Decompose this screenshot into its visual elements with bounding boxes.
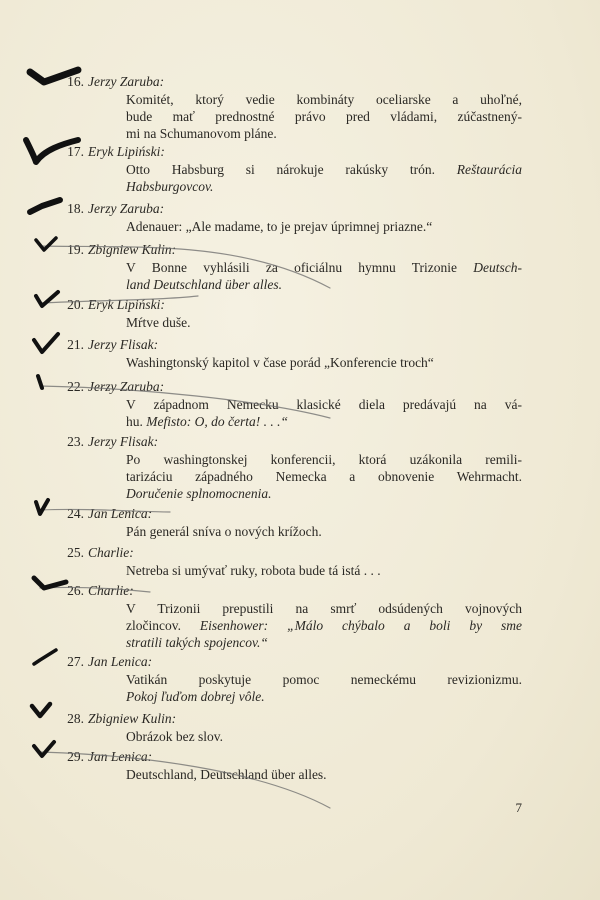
caption-heading [60, 545, 134, 561]
caption-line [126, 276, 522, 293]
text: zločincov. [126, 618, 200, 633]
caption-line [126, 91, 522, 108]
caption-heading [60, 434, 158, 450]
caption-heading [60, 583, 134, 599]
caption-heading [60, 297, 165, 313]
italic-text: land Deutschland über alles. [126, 277, 282, 292]
caption-number: 18. [67, 201, 84, 216]
caption-number: 24. [67, 506, 84, 521]
caption-author: Zbigniew Kulin: [88, 242, 177, 257]
caption-text [126, 259, 522, 293]
caption-number: 21. [67, 337, 84, 352]
text: Mŕtve duše. [126, 315, 191, 330]
caption-line [126, 523, 522, 540]
caption-line [126, 634, 522, 651]
caption-heading [60, 749, 152, 765]
caption-text [126, 766, 522, 783]
check-mark-19 [36, 238, 56, 250]
caption-heading [60, 379, 164, 395]
caption-heading [60, 242, 176, 258]
text: V západnom Nemecku klasické diela predávajú na vá- [126, 397, 522, 412]
italic-text: Mefisto: O, do čerta! . . .“ [146, 414, 288, 429]
caption-line [126, 413, 522, 430]
text: hu. [126, 414, 147, 429]
text: Vatikán poskytuje pomoc nemeckému revizionizmu. [126, 672, 522, 687]
caption-line [126, 688, 522, 705]
caption-author: Jerzy Zaruba: [88, 379, 165, 394]
caption-text [126, 562, 522, 579]
caption-author: Jan Lenica: [88, 654, 153, 669]
check-mark-18 [30, 200, 60, 212]
caption-text [126, 314, 522, 331]
caption-number: 26. [67, 583, 84, 598]
check-mark-20 [36, 292, 58, 306]
caption-number: 23. [67, 434, 84, 449]
caption-author: Jan Lenica: [88, 506, 153, 521]
caption-text [126, 218, 522, 235]
caption-text [126, 91, 522, 142]
caption-number: 17. [67, 144, 84, 159]
text: Po washingtonskej konferencii, ktorá uzákonila remili- [126, 452, 522, 467]
caption-author: Eryk Lipiński: [88, 144, 165, 159]
check-mark-29 [34, 742, 54, 756]
text: Deutschland, Deutschland über alles. [126, 767, 327, 782]
text: V Bonne vyhlásili za oficiálnu hymnu Trizonie [126, 260, 474, 275]
caption-author: Zbigniew Kulin: [88, 711, 177, 726]
caption-heading [60, 201, 164, 217]
caption-line [126, 396, 522, 413]
text: tarizáciu západného Nemecka a obnovenie Wehrmacht. [126, 469, 522, 484]
text: bude mať prednostné právo pred vládami, zúčastnený- [126, 109, 522, 124]
text: mi na Schumanovom pláne. [126, 126, 277, 141]
caption-line [126, 108, 522, 125]
caption-number: 22. [67, 379, 84, 394]
caption-author: Jan Lenica: [88, 749, 153, 764]
caption-text [126, 671, 522, 705]
caption-line [126, 468, 522, 485]
text: Pán generál sníva o nových krížoch. [126, 524, 322, 539]
italic-text: stratili takých spojencov.“ [126, 635, 268, 650]
caption-number: 27. [67, 654, 84, 669]
caption-line [126, 451, 522, 468]
caption-line [126, 161, 522, 178]
check-mark-28 [32, 704, 50, 716]
caption-line [126, 314, 522, 331]
caption-author: Charlie: [88, 583, 134, 598]
caption-line [126, 617, 522, 634]
caption-number: 16. [67, 74, 84, 89]
check-mark-27 [34, 650, 56, 664]
caption-text [126, 396, 522, 430]
caption-author: Charlie: [88, 545, 134, 560]
italic-text: Habsburgovcov. [126, 179, 214, 194]
caption-text [126, 728, 522, 745]
italic-text: Pokoj ľuďom dobrej vôle. [126, 689, 265, 704]
caption-author: Jerzy Zaruba: [88, 74, 165, 89]
caption-line [126, 728, 522, 745]
caption-line [126, 562, 522, 579]
text: Komitét, ktorý vedie kombináty oceliarske a uhoľné, [126, 92, 522, 107]
caption-line [126, 485, 522, 502]
caption-line [126, 671, 522, 688]
text: Adenauer: „Ale madame, to je prejav úprimnej priazne.“ [126, 219, 433, 234]
italic-text: Doručenie splnomocnenia. [126, 486, 272, 501]
check-mark-22 [38, 376, 42, 388]
caption-line [126, 178, 522, 195]
caption-heading [60, 506, 152, 522]
text: Otto Habsburg si nárokuje rakúsky trón. [126, 162, 457, 177]
italic-text: Reštaurácia [456, 162, 522, 177]
caption-number: 29. [67, 749, 84, 764]
caption-line [126, 600, 522, 617]
caption-heading [60, 74, 164, 90]
caption-text [126, 600, 522, 651]
text: V Trizonii prepustili na smrť odsúdených vojnových [126, 601, 522, 616]
caption-heading [60, 654, 152, 670]
caption-heading [60, 711, 176, 727]
caption-line [126, 259, 522, 276]
check-mark-21 [34, 334, 58, 352]
caption-text [126, 523, 522, 540]
caption-number: 20. [67, 297, 84, 312]
caption-text [126, 451, 522, 502]
caption-line [126, 125, 522, 142]
caption-author: Jerzy Flisak: [88, 434, 159, 449]
caption-number: 19. [67, 242, 84, 257]
caption-text [126, 161, 522, 195]
caption-heading [60, 337, 158, 353]
caption-author: Jerzy Flisak: [88, 337, 159, 352]
text: Washingtonský kapitol v čase porád „Konferencie troch“ [126, 355, 434, 370]
caption-number: 25. [67, 545, 84, 560]
caption-line [126, 766, 522, 783]
check-mark-24 [36, 500, 48, 514]
page-number: 7 [515, 800, 522, 815]
text: Obrázok bez slov. [126, 729, 223, 744]
caption-line [126, 354, 522, 371]
italic-text: Eisenhower: „Málo chýbalo a boli by sme [199, 618, 522, 633]
caption-line [126, 218, 522, 235]
caption-heading [60, 144, 165, 160]
caption-number: 28. [67, 711, 84, 726]
caption-text [126, 354, 522, 371]
caption-author: Eryk Lipiński: [88, 297, 165, 312]
caption-author: Jerzy Zaruba: [88, 201, 165, 216]
italic-text: Deutsch- [473, 260, 522, 275]
text: Netreba si umývať ruky, robota bude tá istá . . . [126, 563, 381, 578]
